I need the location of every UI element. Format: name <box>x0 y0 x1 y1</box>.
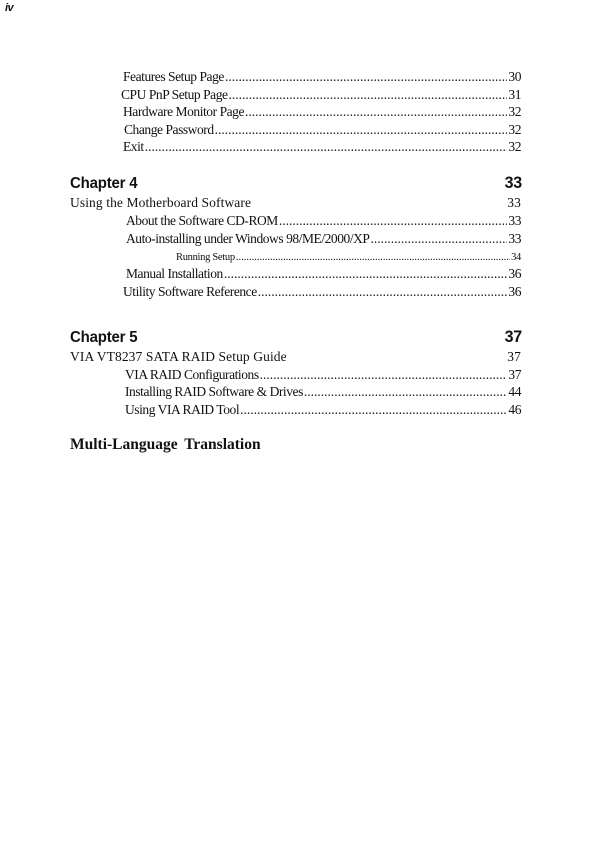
toc-entry-auto-installing[interactable] <box>126 230 521 248</box>
toc-entry-title: Running Setup <box>176 252 235 263</box>
toc-entry-title: Manual Installation <box>126 266 223 281</box>
toc-entry-cpu-pnp-setup[interactable] <box>121 86 521 104</box>
toc-entry-page: 31 <box>508 87 521 102</box>
toc-entry-page: 34 <box>511 252 521 263</box>
toc-section-page: 37 <box>507 349 521 364</box>
toc-section-page: 33 <box>507 195 521 210</box>
toc-entry-about-cd[interactable] <box>126 212 521 230</box>
chapter-title: Chapter 5 <box>70 328 138 347</box>
toc-entry-title: Installing RAID Software & Drives <box>125 384 303 399</box>
toc-entry-page: 36 <box>508 284 521 299</box>
toc-entry-page: 30 <box>508 69 521 84</box>
toc-entry-page: 33 <box>508 231 521 246</box>
toc-entry-title: CPU PnP Setup Page <box>121 87 228 102</box>
dot-leader <box>258 283 508 301</box>
toc-entry-title: Using VIA RAID Tool <box>125 402 240 417</box>
toc-entry-using-via-raid-tool[interactable] <box>125 401 521 419</box>
toc-entry-page: 32 <box>508 139 521 154</box>
toc-entry-via-raid-config[interactable] <box>125 366 521 384</box>
toc-section-title: Using the Motherboard Software <box>70 195 252 210</box>
dot-leader <box>279 212 508 230</box>
toc-entry-hardware-monitor[interactable] <box>123 103 521 121</box>
toc-entry-title: VIA RAID Configurations <box>125 367 259 382</box>
page-number: iv <box>5 2 14 14</box>
toc-entry-page: 36 <box>508 266 521 281</box>
dot-leader <box>224 265 508 283</box>
dot-leader <box>145 138 508 156</box>
chapter-title: Chapter 4 <box>70 174 138 193</box>
dot-leader <box>370 230 507 248</box>
chapter-page: 33 <box>504 174 522 193</box>
toc-entry-features-setup[interactable] <box>123 68 521 86</box>
chapter-page: 37 <box>504 328 522 347</box>
toc-entry-title: Features Setup Page <box>123 69 224 84</box>
toc-entry-title: Hardware Monitor Page <box>123 104 245 119</box>
dot-leader <box>229 86 508 104</box>
toc-entry-page: 37 <box>508 367 521 382</box>
chapter-5-heading[interactable] <box>70 329 522 348</box>
toc-entry-title: Utility Software Reference <box>123 284 257 299</box>
toc-entry-title: Auto-installing under Windows 98/ME/2000/XP <box>126 231 370 246</box>
toc-section-motherboard-software[interactable] <box>70 194 521 212</box>
dot-leader <box>215 121 508 139</box>
toc-entry-page: 44 <box>508 384 521 399</box>
toc-section-via-raid-setup[interactable] <box>70 348 521 366</box>
toc-entry-manual-installation[interactable] <box>126 265 521 283</box>
toc-entry-title: About the Software CD-ROM <box>126 213 278 228</box>
dot-leader <box>225 68 507 86</box>
toc-entry-page: 33 <box>508 213 521 228</box>
toc-section-title: VIA VT8237 SATA RAID Setup Guide <box>70 349 287 364</box>
toc-entry-title: Change Password <box>124 122 214 137</box>
dot-leader <box>240 401 507 419</box>
toc-entry-exit[interactable] <box>123 138 521 156</box>
toc-entry-title: Exit <box>123 139 144 154</box>
toc-entry-page: 46 <box>508 402 521 417</box>
dot-leader <box>260 366 508 384</box>
multi-language-translation-heading[interactable]: Multi-Language Translation <box>70 436 261 453</box>
toc-entry-page: 32 <box>508 122 521 137</box>
toc-entry-utility-software[interactable] <box>123 283 521 301</box>
toc-entry-page: 32 <box>508 104 521 119</box>
toc-entry-change-password[interactable] <box>124 121 521 139</box>
chapter-4-heading[interactable] <box>70 175 522 194</box>
dot-leader <box>245 103 507 121</box>
toc-entry-installing-raid[interactable] <box>125 383 521 401</box>
dot-leader <box>304 383 508 401</box>
